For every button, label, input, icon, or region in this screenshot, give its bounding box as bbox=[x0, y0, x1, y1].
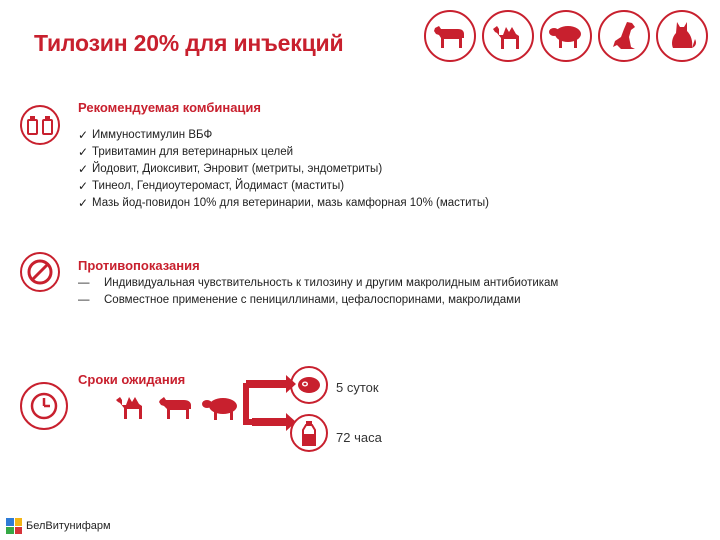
list-item: — Совместное применение с пенициллинами, цефалоспоринами, макролидами bbox=[78, 292, 558, 309]
milk-bottle-icon bbox=[290, 414, 328, 452]
brand-logo-icon bbox=[6, 518, 22, 534]
combination-heading: Рекомендуемая комбинация bbox=[78, 100, 262, 115]
list-item: ✓ Мазь йод-повидон 10% для ветеринарии, мазь камфорная 10% (маститы) bbox=[78, 196, 489, 210]
dash-icon: — bbox=[78, 277, 90, 289]
check-icon: ✓ bbox=[78, 128, 89, 142]
check-icon: ✓ bbox=[78, 179, 89, 193]
contraindications-heading: Противопоказания bbox=[78, 258, 200, 273]
brand-name: БелВитунифарм bbox=[26, 520, 111, 532]
list-item: ✓ Тривитамин для ветеринарных целей bbox=[78, 145, 294, 159]
check-icon: ✓ bbox=[78, 145, 89, 159]
list-item: ✓ Иммуностимулин ВБФ bbox=[78, 128, 213, 142]
page-title: Тилозин 20% для инъекций bbox=[34, 30, 344, 56]
withdrawal-heading: Сроки ожидания bbox=[78, 372, 186, 387]
milk-withdrawal-value: 72 часа bbox=[336, 430, 382, 445]
list-item: ✓ Тинеол, Гендиоутеромаст, Йодимаст (маститы) bbox=[78, 179, 345, 193]
check-icon: ✓ bbox=[78, 196, 89, 210]
list-item: ✓ Йодовит, Диоксивит, Энровит (метриты, эндометриты) bbox=[78, 162, 383, 176]
meat-icon bbox=[290, 366, 328, 404]
check-icon: ✓ bbox=[78, 162, 89, 176]
meat-withdrawal-value: 5 суток bbox=[336, 380, 379, 395]
list-item: — Индивидуальная чувствительность к тилозину и другим макролидным антибиотикам bbox=[78, 275, 558, 292]
dash-icon: — bbox=[78, 294, 90, 306]
footer bbox=[6, 518, 111, 534]
